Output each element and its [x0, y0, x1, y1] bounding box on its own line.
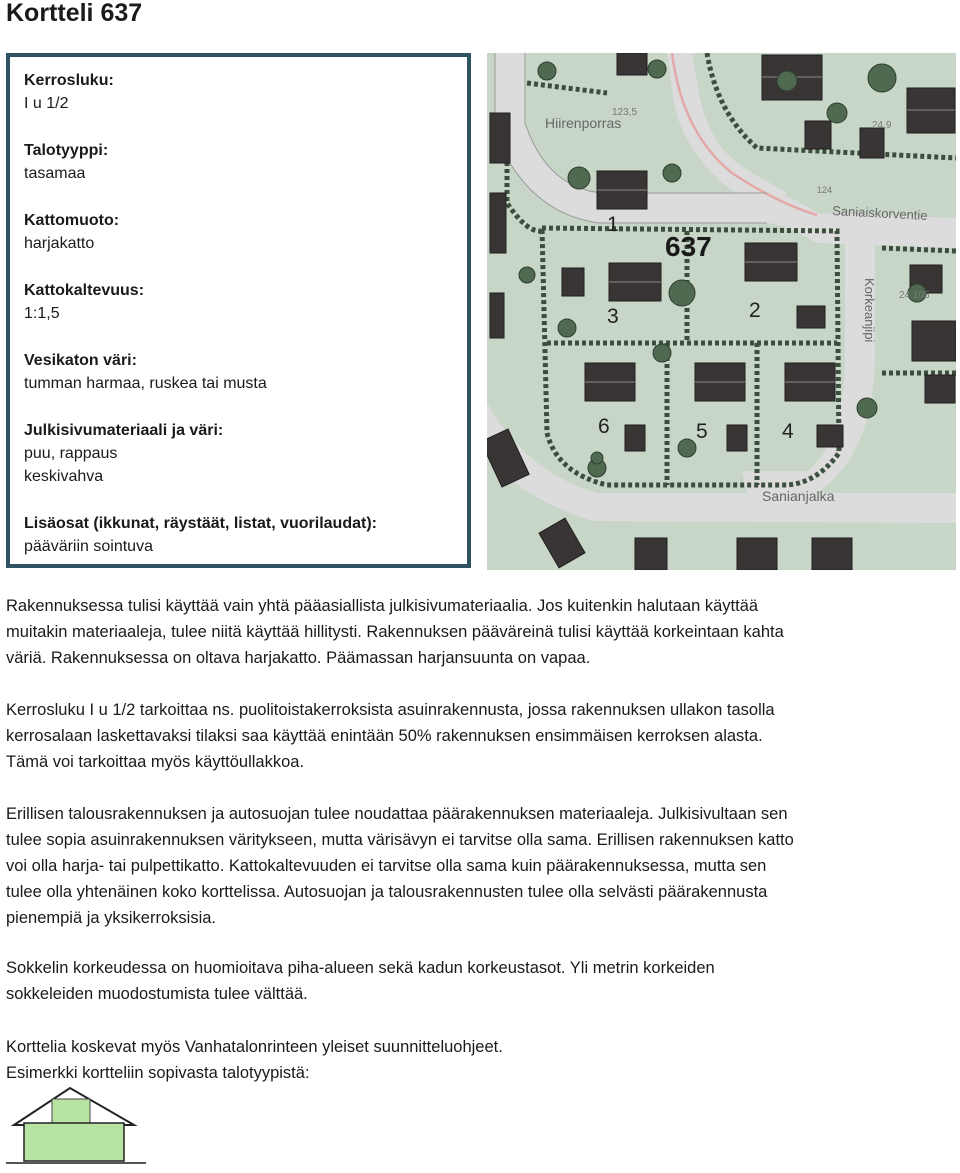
- paragraph-line: Tämä voi tarkoittaa myös käyttöullakkoa.: [6, 753, 305, 771]
- details-field: [24, 512, 377, 558]
- paragraph-line: Erillisen talousrakennuksen ja autosuojan tulee noudattaa päärakennuksen materiaaleja. Julkisivultaan sen: [6, 805, 788, 823]
- field-label: Lisäosat (ikkunat, räystäät, listat, vuorilaudat):: [24, 515, 377, 532]
- field-value: pääväriin sointuva: [24, 538, 153, 555]
- block-info-box: [6, 53, 471, 568]
- floor-count-field: [24, 69, 114, 115]
- field-label: Kattomuoto:: [24, 212, 120, 229]
- paragraph-line: Rakennuksessa tulisi käyttää vain yhtä pääasiallista julkisivumateriaalia. Jos kuitenkin halutaan käyttää: [6, 597, 759, 615]
- field-value: I u 1/2: [24, 95, 69, 112]
- street-label: Sanianjalka: [762, 488, 835, 504]
- paragraph-line: sokkeleiden muodostumista tulee välttää.: [6, 985, 308, 1003]
- field-value: 1:1,5: [24, 305, 60, 322]
- field-value: keskivahva: [24, 468, 104, 485]
- field-value: puu, rappaus: [24, 445, 118, 462]
- facade-material-field: [24, 419, 223, 488]
- site-plan-map: [487, 53, 956, 570]
- house-type-field: [24, 139, 108, 185]
- roof-pitch-field: [24, 279, 144, 325]
- field-label: Julkisivumateriaali ja väri:: [24, 422, 224, 439]
- street-label: Saniaiskorventie: [831, 203, 928, 223]
- paragraph-line: voi olla harja- tai pulpettikatto. Kattokaltevuuden ei tarvitse olla sama kuin päärakennuksessa, mutta sen: [6, 857, 767, 875]
- paragraph-line: Sokkelin korkeudessa on huomioitava piha-alueen sekä kadun korkeustasot. Yli metrin korkeiden: [6, 959, 715, 977]
- paragraph-line: Esimerkki kortteliin sopivasta talotyypistä:: [6, 1064, 310, 1082]
- field-value: tumman harmaa, ruskea tai musta: [24, 375, 267, 392]
- site-plan-graphic: [487, 53, 956, 570]
- example-house-type-icon: [6, 1085, 146, 1167]
- field-value: tasamaa: [24, 165, 86, 182]
- paragraph-line: väriä. Rakennuksessa on oltava harjakatto. Päämassan harjansuunta on vapaa.: [6, 649, 591, 667]
- paragraph-outbuildings: [6, 801, 954, 931]
- street-label: Korkeanjipi: [862, 278, 877, 343]
- roof-shape-field: [24, 209, 119, 255]
- paragraph-line: Korttelia koskevat myös Vanhatalonrinteen yleiset suunnitteluohjeet.: [6, 1038, 503, 1056]
- paragraph-line: tulee olla yhtenäinen koko korttelissa. Autosuojan ja talousrakennusten tulee olla selvästi päärakennusta: [6, 883, 768, 901]
- elevation-label: 24,9: [872, 120, 892, 131]
- plot-label: 5: [696, 420, 708, 443]
- paragraph-line: kerrosalaan laskettavaksi tilaksi saa käyttää enintään 50% rakennuksen ensimmäisen kerroksen alasta.: [6, 727, 763, 745]
- block-number-label: 637: [665, 231, 712, 262]
- field-label: Kattokaltevuus:: [24, 282, 145, 299]
- paragraph-materials: [6, 593, 954, 671]
- field-label: Vesikaton väri:: [24, 352, 137, 369]
- elevation-label: 124: [817, 185, 833, 195]
- paragraph-line: Kerrosluku I u 1/2 tarkoittaa ns. puolitoistakerroksista asuinrakennusta, jossa rakennuksen ullakon tasolla: [6, 701, 775, 719]
- field-label: Talotyyppi:: [24, 142, 109, 159]
- field-label: Kerrosluku:: [24, 72, 114, 89]
- plot-label: 3: [607, 305, 619, 328]
- paragraph-floor-count: [6, 697, 954, 775]
- paragraph-guidelines: [6, 1034, 954, 1086]
- plot-label: 2: [749, 299, 761, 322]
- paragraph-line: pienempiä ja yksikerroksisia.: [6, 909, 216, 927]
- plot-label: 4: [782, 420, 794, 443]
- paragraph-line: muitakin materiaaleja, tulee niitä käyttää hillitysti. Rakennuksen pääväreinä tulisi käyttää korkeintaan kahta: [6, 623, 784, 641]
- page-title: Kortteli 637: [6, 0, 143, 27]
- plot-label: 6: [598, 415, 610, 438]
- street-label: Hiirenporras: [545, 115, 622, 131]
- plot-label: 1: [607, 213, 619, 236]
- roof-color-field: [24, 349, 267, 395]
- paragraph-line: tulee sopia asuinrakennuksen väritykseen, mutta värisävyn ei tarvitse olla sama. Erillisen rakennuksen katto: [6, 831, 794, 849]
- elevation-label: 123,5: [612, 107, 638, 118]
- field-value: harjakatto: [24, 235, 95, 252]
- elevation-label: 24,105: [899, 290, 930, 301]
- paragraph-plinth: [6, 955, 954, 1007]
